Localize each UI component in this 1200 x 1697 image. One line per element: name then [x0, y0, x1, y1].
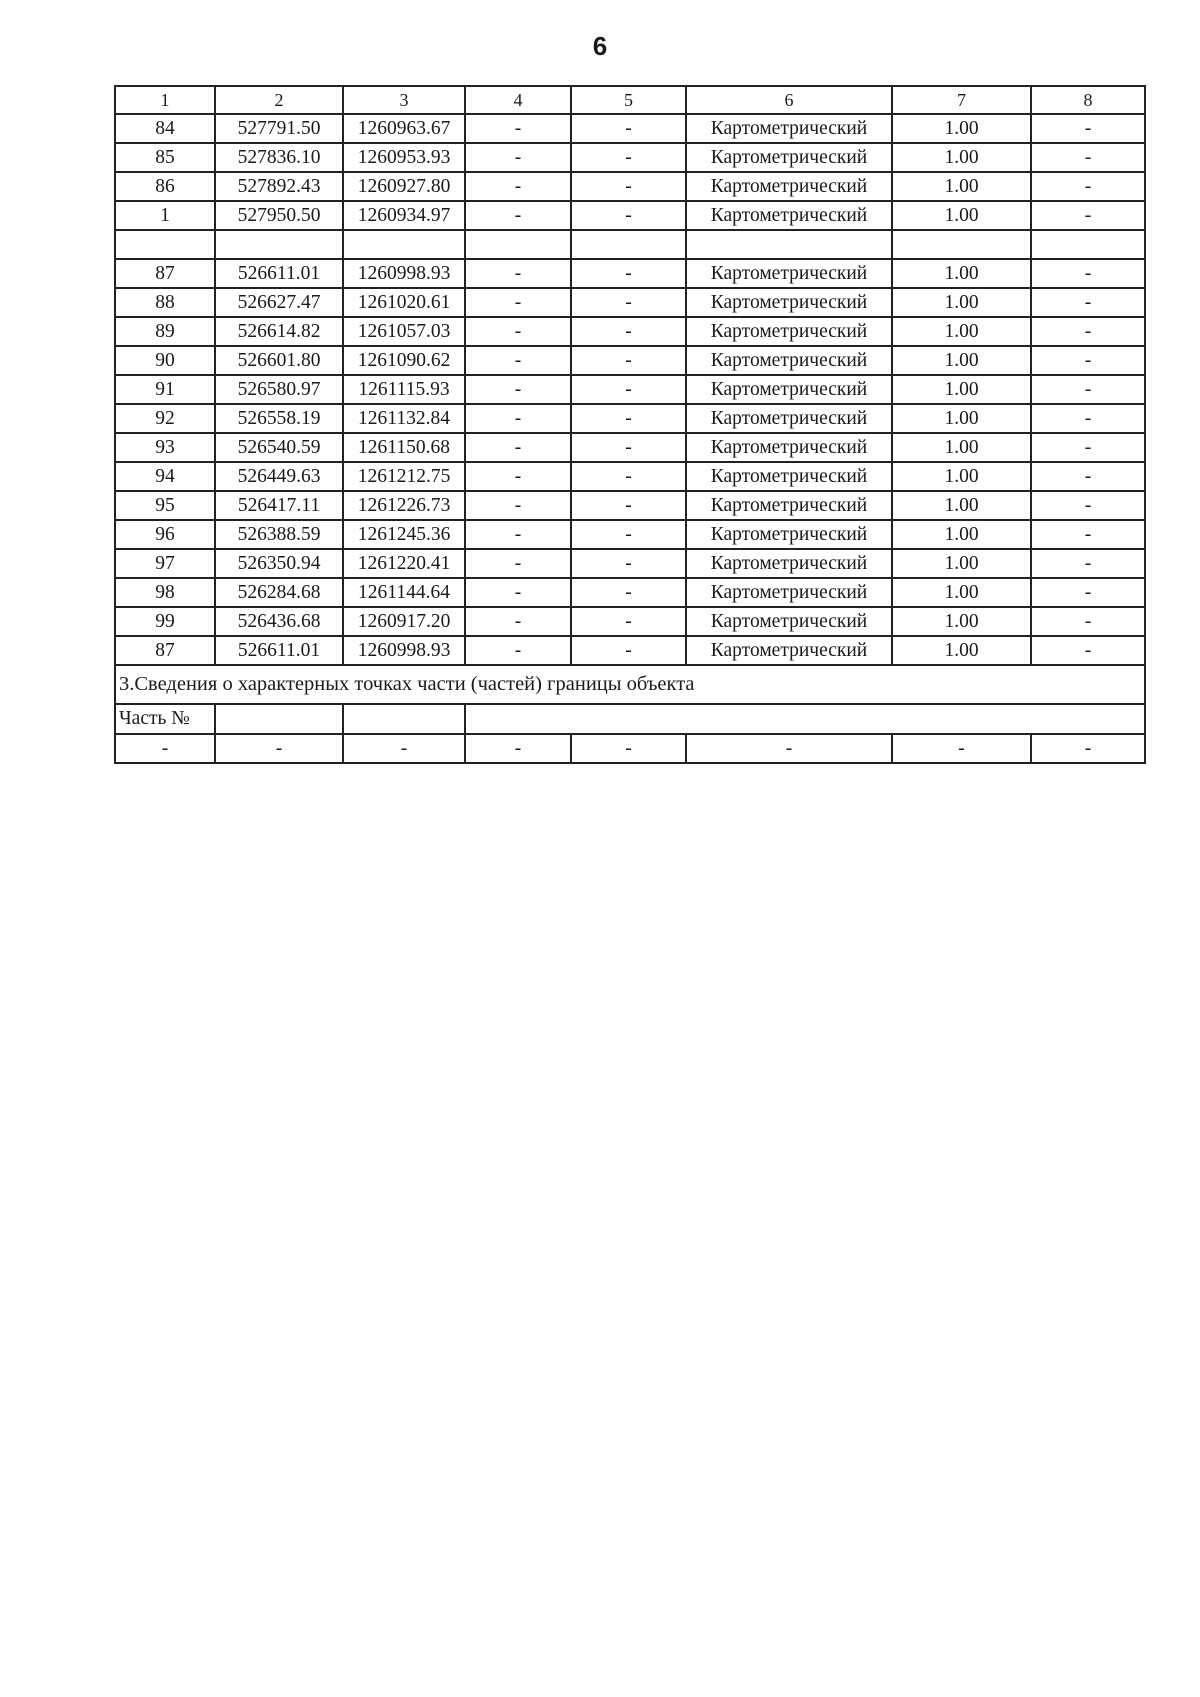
table-cell: 96: [115, 520, 215, 549]
table-cell: -: [1031, 404, 1145, 433]
table-cell: -: [571, 114, 686, 143]
table-cell: 526627.47: [215, 288, 343, 317]
table-cell: -: [571, 549, 686, 578]
table-cell: 1261020.61: [343, 288, 465, 317]
empty-cell: [343, 230, 465, 259]
table-cell: 1.00: [892, 404, 1031, 433]
table-cell: Картометрический: [686, 462, 892, 491]
table-cell: 88: [115, 288, 215, 317]
table-cell: -: [465, 607, 571, 636]
table-cell: 1.00: [892, 549, 1031, 578]
table-cell: -: [465, 317, 571, 346]
page-number: 6: [592, 31, 608, 61]
table-cell: 91: [115, 375, 215, 404]
table-cell: -: [1031, 578, 1145, 607]
table-cell: Картометрический: [686, 607, 892, 636]
table-cell: 1.00: [892, 578, 1031, 607]
table-cell: -: [571, 201, 686, 230]
table-row: [115, 172, 1145, 201]
section-row: [115, 665, 1145, 704]
table-cell: -: [571, 288, 686, 317]
table-cell: -: [571, 172, 686, 201]
table-cell: 86: [115, 172, 215, 201]
table-cell: -: [571, 607, 686, 636]
section-title: 3.Сведения о характерных точках части (частей) границы объекта: [115, 665, 1145, 704]
table-cell: 1.00: [892, 259, 1031, 288]
table-cell: 1.00: [892, 143, 1031, 172]
table-row: [115, 734, 1145, 763]
empty-cell: [686, 230, 892, 259]
table-cell: 1261245.36: [343, 520, 465, 549]
table-cell: -: [571, 462, 686, 491]
table-cell: 1261090.62: [343, 346, 465, 375]
table-cell: 1.00: [892, 375, 1031, 404]
table-cell: 98: [115, 578, 215, 607]
table-cell: 1260953.93: [343, 143, 465, 172]
header-cell: 1: [115, 86, 215, 114]
empty-cell: [115, 230, 215, 259]
table-cell: -: [1031, 317, 1145, 346]
table-cell: -: [465, 433, 571, 462]
table-cell: 1261226.73: [343, 491, 465, 520]
table-cell: -: [1031, 433, 1145, 462]
header-cell: 8: [1031, 86, 1145, 114]
table-cell: Картометрический: [686, 433, 892, 462]
table-cell: -: [465, 288, 571, 317]
table-cell: 527892.43: [215, 172, 343, 201]
table-cell: 1260998.93: [343, 636, 465, 665]
table-cell: 93: [115, 433, 215, 462]
table-cell: 1.00: [892, 114, 1031, 143]
table-row: [115, 462, 1145, 491]
table-row: [115, 520, 1145, 549]
table-cell: 1261144.64: [343, 578, 465, 607]
table-cell: 1.00: [892, 346, 1031, 375]
table-cell: 1.00: [892, 201, 1031, 230]
empty-cell: [465, 230, 571, 259]
table-cell: 526601.80: [215, 346, 343, 375]
table-cell: 526614.82: [215, 317, 343, 346]
table-cell: 1.00: [892, 288, 1031, 317]
table-cell: -: [1031, 491, 1145, 520]
header-cell: 2: [215, 86, 343, 114]
table-cell: -: [1031, 143, 1145, 172]
table-cell: 1260917.20: [343, 607, 465, 636]
empty-cell: [1031, 230, 1145, 259]
table-cell: -: [465, 578, 571, 607]
table-cell: 1: [115, 201, 215, 230]
table-cell: -: [1031, 201, 1145, 230]
table-cell: -: [571, 734, 686, 763]
header-cell: 5: [571, 86, 686, 114]
table-cell: Картометрический: [686, 317, 892, 346]
table-cell: 526558.19: [215, 404, 343, 433]
table-cell: 87: [115, 636, 215, 665]
table-cell: -: [465, 346, 571, 375]
table-cell: -: [465, 172, 571, 201]
table-cell: -: [686, 734, 892, 763]
table-row: [115, 317, 1145, 346]
empty-cell: [465, 704, 1145, 734]
table-cell: Картометрический: [686, 172, 892, 201]
table-cell: -: [1031, 288, 1145, 317]
table-cell: -: [1031, 375, 1145, 404]
part-row: [115, 704, 1145, 734]
table-cell: 1261132.84: [343, 404, 465, 433]
table-row: [115, 433, 1145, 462]
table-cell: -: [465, 404, 571, 433]
table-cell: 1261150.68: [343, 433, 465, 462]
table-cell: 526284.68: [215, 578, 343, 607]
table-cell: 85: [115, 143, 215, 172]
table-cell: 1.00: [892, 520, 1031, 549]
table-cell: 526388.59: [215, 520, 343, 549]
header-cell: 7: [892, 86, 1031, 114]
table-cell: -: [571, 578, 686, 607]
table-cell: -: [215, 734, 343, 763]
table-cell: 1261115.93: [343, 375, 465, 404]
header-cell: 3: [343, 86, 465, 114]
table-cell: Картометрический: [686, 288, 892, 317]
table-cell: 84: [115, 114, 215, 143]
table-cell: Картометрический: [686, 201, 892, 230]
header-cell: 4: [465, 86, 571, 114]
table-cell: Картометрический: [686, 578, 892, 607]
empty-cell: [215, 230, 343, 259]
table-cell: 1260963.67: [343, 114, 465, 143]
table-cell: -: [571, 143, 686, 172]
table-cell: -: [465, 491, 571, 520]
table-cell: 99: [115, 607, 215, 636]
table-cell: -: [465, 259, 571, 288]
table-cell: -: [1031, 172, 1145, 201]
table-cell: -: [1031, 734, 1145, 763]
table-row: [115, 375, 1145, 404]
empty-cell: [215, 704, 343, 734]
table-cell: -: [343, 734, 465, 763]
table-cell: -: [571, 317, 686, 346]
table-cell: Картометрический: [686, 549, 892, 578]
table-cell: 526611.01: [215, 259, 343, 288]
table-cell: -: [465, 201, 571, 230]
table-cell: Картометрический: [686, 404, 892, 433]
table-row: [115, 578, 1145, 607]
header-row: [115, 86, 1145, 114]
table-cell: -: [571, 433, 686, 462]
table-cell: -: [571, 346, 686, 375]
table-row: [115, 143, 1145, 172]
table-cell: 89: [115, 317, 215, 346]
table-cell: -: [465, 462, 571, 491]
table-cell: Картометрический: [686, 636, 892, 665]
table-cell: 526436.68: [215, 607, 343, 636]
table-cell: 92: [115, 404, 215, 433]
table-row: [115, 114, 1145, 143]
table-cell: -: [115, 734, 215, 763]
table-cell: -: [1031, 462, 1145, 491]
header-cell: 6: [686, 86, 892, 114]
table-cell: 1.00: [892, 433, 1031, 462]
table-cell: 527836.10: [215, 143, 343, 172]
table-cell: 1261057.03: [343, 317, 465, 346]
table-cell: -: [1031, 636, 1145, 665]
table-cell: 97: [115, 549, 215, 578]
table-cell: -: [465, 636, 571, 665]
coordinates-table: [114, 85, 1146, 764]
table-cell: 526350.94: [215, 549, 343, 578]
table-row: [115, 636, 1145, 665]
empty-cell: [892, 230, 1031, 259]
table-cell: Картометрический: [686, 114, 892, 143]
table-cell: 526580.97: [215, 375, 343, 404]
table-cell: 1261212.75: [343, 462, 465, 491]
table-cell: -: [571, 520, 686, 549]
table-cell: 87: [115, 259, 215, 288]
table-cell: Картометрический: [686, 259, 892, 288]
table-cell: -: [1031, 346, 1145, 375]
table-cell: -: [1031, 114, 1145, 143]
table-cell: -: [1031, 259, 1145, 288]
table-row: [115, 491, 1145, 520]
table-cell: 1.00: [892, 172, 1031, 201]
table-cell: 526417.11: [215, 491, 343, 520]
table-cell: -: [465, 549, 571, 578]
table-cell: 1.00: [892, 317, 1031, 346]
table-cell: 526449.63: [215, 462, 343, 491]
table-cell: Картометрический: [686, 375, 892, 404]
table-cell: Картометрический: [686, 346, 892, 375]
table-cell: 95: [115, 491, 215, 520]
table-cell: -: [571, 375, 686, 404]
empty-cell: [343, 704, 465, 734]
table-row: [115, 346, 1145, 375]
table-cell: -: [465, 734, 571, 763]
table-cell: 94: [115, 462, 215, 491]
table-cell: 1.00: [892, 607, 1031, 636]
table-cell: -: [465, 375, 571, 404]
blank-row: [115, 230, 1145, 259]
table-cell: -: [571, 491, 686, 520]
table-row: [115, 549, 1145, 578]
table-cell: 526611.01: [215, 636, 343, 665]
table-cell: -: [1031, 520, 1145, 549]
table-cell: 1.00: [892, 491, 1031, 520]
table-cell: Картометрический: [686, 491, 892, 520]
table-cell: -: [1031, 607, 1145, 636]
table-row: [115, 201, 1145, 230]
table-cell: -: [571, 259, 686, 288]
table-cell: -: [892, 734, 1031, 763]
table-cell: 527950.50: [215, 201, 343, 230]
table-cell: 1261220.41: [343, 549, 465, 578]
table-cell: 1.00: [892, 462, 1031, 491]
table-cell: -: [465, 114, 571, 143]
table-cell: 526540.59: [215, 433, 343, 462]
table-cell: 1260927.80: [343, 172, 465, 201]
table-cell: -: [1031, 549, 1145, 578]
table-cell: Картометрический: [686, 143, 892, 172]
table-row: [115, 259, 1145, 288]
table-row: [115, 607, 1145, 636]
table-cell: 90: [115, 346, 215, 375]
table-cell: 1.00: [892, 636, 1031, 665]
table-cell: -: [571, 404, 686, 433]
table-cell: -: [571, 636, 686, 665]
table-row: [115, 288, 1145, 317]
table-cell: 1260998.93: [343, 259, 465, 288]
empty-cell: [571, 230, 686, 259]
table-cell: -: [465, 143, 571, 172]
table-row: [115, 404, 1145, 433]
table-cell: 527791.50: [215, 114, 343, 143]
table-cell: 1260934.97: [343, 201, 465, 230]
part-label: Часть №: [115, 704, 215, 734]
table-cell: Картометрический: [686, 520, 892, 549]
table-cell: -: [465, 520, 571, 549]
